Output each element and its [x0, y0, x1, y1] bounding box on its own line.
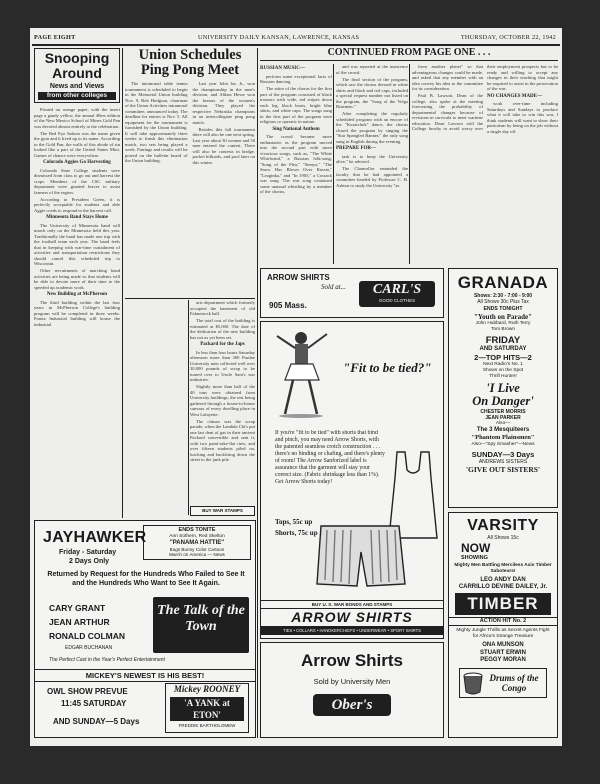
granada-prices: All Shows 30c Plus Tax	[477, 299, 529, 305]
carls-logo-name: CARL'S	[372, 282, 422, 297]
union-para: The intramural table tennis tournament is scheduled to begin in the Memorial Union building Nov. 9, Bob Hodgson, chairman of the Union Activities intramural committee, announced today. The deadline for entries is Nov. 5. All equipment for the tournament is furnished by the Union building. It will take approximately three weeks to finish this elimination match, two sets being played a week. Pairings and results will be posted on the bulletin board of the Union building.	[125, 81, 188, 163]
prepare-para: task is to keep the University alive," he advised.	[336, 153, 408, 165]
varsity-tagline: Mighty Men Battling Merciless Axis Timber Saboteurs!	[454, 563, 552, 574]
varsity-name: VARSITY	[467, 517, 539, 534]
snooping-subhead: Colorado Aggies Go Harvesting	[43, 160, 111, 166]
snooping-subhead: New Building at McPherson	[46, 292, 108, 298]
continued-para: from another planet" so that advantageous changes could be made, and asked that any member with an idea convey his idea to the committee for its consideration.	[412, 64, 483, 91]
varsity-prices: All Shows 15c	[487, 535, 519, 541]
granada-feature-3a: The 3 Mesquiteers	[476, 427, 530, 433]
talk-of-town-logo	[153, 597, 249, 653]
granada-ends-tonight: ENDS TONIGHT	[483, 306, 523, 312]
jayhawker-owl-time: 11:45 SATURDAY	[61, 699, 127, 708]
prepare-head: PREPARE FOR—	[336, 146, 377, 152]
russian-column-1	[260, 64, 332, 264]
granada-feature-1: "Youth on Parade"	[474, 313, 532, 321]
obers-sold-by: Sold by University Men	[313, 677, 391, 686]
snooping-para: The third building within the last four years in McPherson College's building program will be completed in three weeks. Frantz Industrial building will house the industrial	[34, 299, 120, 327]
granada-cast-1: John Hubbard, Ruth Terry	[475, 321, 531, 326]
no-changes-head: NO CHANGES MADE—	[487, 93, 543, 99]
snooping-subhead: Minnesota Band Stays Home	[46, 215, 108, 221]
union-body	[125, 81, 255, 299]
column-rule	[188, 300, 189, 515]
obers-ad	[260, 642, 444, 738]
carls-logo	[359, 281, 435, 307]
no-changes-para: work over-time including Saturdays and Sundays to produce what it will take to win this war, I think students will want to show their patriotism by being on the job without a single day off.	[487, 101, 558, 134]
snooping-header	[34, 48, 120, 103]
jayhawker-days: Friday - Saturday	[59, 549, 117, 556]
varsity-cast-3c: PEGGY MORAN	[480, 657, 526, 663]
column-rule	[333, 64, 334, 264]
granada-sunday-cast: ANDREWS SISTERS	[478, 459, 528, 465]
jayhawker-ad	[34, 520, 256, 738]
jayhawker-tonite-cast: Ann Sothern, Red Skelton	[169, 533, 225, 539]
jayhawker-tagline: The Perfect Cast in the Year's Perfect Entertainment	[49, 657, 165, 663]
carls-logo-sub: GOOD CLOTHES	[378, 298, 416, 303]
jayhawker-cast-3: RONALD COLMAN	[49, 631, 126, 641]
banner-rule	[260, 60, 558, 61]
scrap-para: In less than four hours Saturday afternoon more than 300 Purdue University men collected well over 30,000 pounds of scrap to be turned over to Uncle Sam's war industries.	[190, 349, 255, 383]
column-rule	[409, 64, 410, 264]
jayhawker-cast-2: JEAN ARTHUR	[49, 617, 110, 627]
continued-columns	[412, 64, 558, 264]
prepare-para: The Chancellor reminded the faculty that he had appointed a committee headed by Professor C. H. Ashton to study the University "as	[336, 166, 408, 188]
snooping-title-1: Snooping	[44, 50, 110, 66]
buy-war-stamps-box	[190, 506, 255, 516]
drums-of-congo-title: Drums of the Congo	[489, 672, 539, 693]
varsity-ad	[448, 512, 558, 738]
granada-cast-2b: JEAN PARKER	[485, 415, 521, 421]
snooping-para: The Red Eye Saloon was the name given the gym and it lived up to its name. According to the Gold Pan, the walls of this abode of sin looked like a part of the United States Mint. Games of chance were everywhere.	[34, 130, 120, 158]
arrow-headline: "Fit to be tied?"	[343, 360, 432, 375]
granada-also: Also—	[495, 421, 511, 426]
granada-feature-3b: "Phantom Plainsmen"	[471, 434, 535, 441]
jayhawker-returned: Returned by Request for the Hundreds Who Failed to See It and the Hundreds Who Want to See It Again.	[47, 571, 245, 587]
union-para: Last year John Ise, Jr., won the championship in the men's division, and Althea Hesse won the honors of the women's division. They played the respective Nebraska champions in an intercollegiate ping pong match.	[192, 81, 255, 125]
granada-ad	[448, 268, 558, 508]
arrow-shorts-price: Shorts, 75c up	[275, 529, 318, 537]
section-rule	[125, 298, 255, 299]
varsity-jungle: Mighty Jungle Thrills as Secret Agents Fight for Africa's Strange Treasure	[456, 628, 550, 639]
jayhawker-mickey-line: MICKEY'S NEWEST IS HIS BEST!	[35, 669, 255, 682]
talk-of-town-title: The Talk of the Town	[157, 603, 245, 634]
jayhawker-tonite-feature: "PANAMA HATTIE"	[169, 539, 225, 546]
buy-war-stamps: BUY WAR STAMPS	[202, 508, 243, 513]
mickey-name: Mickey ROONEY	[173, 684, 241, 694]
union-headline-1: Union Schedules	[138, 48, 242, 63]
jayhawker-days-2: 2 Days Only	[69, 558, 110, 565]
russian-para: and was repeated at the insistence of the crowd.	[336, 64, 408, 75]
jayhawker-tonite-extra-2: March on America — News	[169, 552, 225, 557]
issue-date: THURSDAY, OCTOBER 22, 1942	[460, 34, 556, 41]
dancer-illustration	[271, 328, 333, 418]
snooping-body	[34, 107, 120, 329]
scrap-subhead: Packard for the Japs	[200, 342, 245, 348]
snooping-para: Other recruitments of marching band activities are being made so that students will be able to devote more of their time to the speeded up academic work.	[34, 268, 120, 290]
granada-thrill: Thrill Hunter!	[489, 374, 517, 379]
arrow-brand: ARROW SHIRTS	[291, 609, 413, 625]
union-overflow	[125, 300, 187, 505]
russian-subhead: Sing National Anthem	[272, 126, 320, 132]
arrow-body: If you're "fit to be tied" with shorts that bind and pinch, you may need Arrow Shorts, with the patented seamless crotch construction . . . there's no binding or chafing, and there's plenty of room! The Arrow Sanforized label is assurance that the garment will stay your correct size. (Fabric shrinkage less than 1%). Get Arrow Shorts today!	[275, 430, 385, 485]
granada-friday: FRIDAY	[485, 335, 521, 346]
granada-shows: Shows: 2:30 - 7:00 - 9:00	[473, 293, 533, 299]
granada-two-hits: 2—TOP HITS—2	[474, 353, 532, 362]
carls-ad	[260, 268, 444, 318]
granada-sunday-feature: 'GIVE OUT SISTERS'	[465, 465, 541, 474]
drum-icon	[462, 671, 484, 695]
russian-para: The crowd became more enthusiastic as the program moved into the second part with more vivacious songs, such as, "The White Whirlwind," a Russian folk-song, "Song of the Flea," "Stenya," "The Snow Has Blown Over Russia," "Lezginka," and "In 1905," a Cossack war song. The war song contained some unusual whistling by a member of the chorus,	[260, 134, 332, 195]
page-label: PAGE EIGHT	[34, 34, 76, 41]
granada-also-2: Also—"Spy Smasher"—News	[471, 442, 535, 447]
continued-title: CONTINUED FROM PAGE ONE . . .	[327, 47, 491, 58]
scrap-body	[190, 300, 255, 505]
obers-logo: Ober's	[313, 694, 391, 716]
jayhawker-ends-tonite: ENDS TONITE	[178, 527, 216, 533]
jayhawker-tonite-extra-1: Bugs Bunny Color Cartoon	[169, 546, 225, 552]
snooping-para: The University of Minnesota band will march only on the Minnesota field this year. Traditionally the band has made one trip with the football team each year. The band feels that in keeping with war-time curtailment of activities and transportation restrictions they should cancel this scheduled trip to Wisconsin.	[34, 222, 120, 267]
continued-para: Paul B. Lawson, Dean of the college, also spoke at the meeting forecasting the probability of departmental changes because of revisions in curricula to meet wartime education. Dean Lawson told the College faculty to avoid worry over their employment prospects but to be ready and willing to accept any changes in their teaching that might be required to assist in the prosecution of the war.	[412, 64, 558, 132]
arrow-bond-line: BUY U. S. WAR BONDS AND STAMPS	[261, 600, 443, 609]
snooping-para: According to President Green, it is perfectly acceptable for students and able Aggie coeds to respond to the harvest call.	[34, 196, 120, 213]
granada-name: GRANADA	[457, 273, 549, 292]
varsity-cast-2: CARRILLO DEVINE DAILEY, Jr.	[458, 584, 548, 590]
varsity-cast: LEO ANDY DAN	[480, 577, 526, 583]
union-headline	[125, 48, 255, 78]
scrap-para: arts department which formerly occupied the basement of old Fahnestock hall.	[190, 300, 255, 316]
paper-title: UNIVERSITY DAILY KANSAN, LAWRENCE, KANSAS	[198, 34, 360, 41]
varsity-cast-3b: STUART ERWIN	[480, 649, 526, 656]
mickey-costar: FREDDIE BARTHOLOMEW	[178, 723, 236, 728]
granada-feature-2b: On Danger'	[472, 394, 534, 408]
varsity-showing: SHOWING	[461, 555, 488, 561]
snooping-title-2: Around	[52, 65, 102, 81]
jayhawker-ends-tonite-box	[143, 525, 251, 560]
obers-arrow-shirts: Arrow Shirts	[300, 651, 404, 670]
jayhawker-name: JAYHAWKER	[43, 529, 147, 546]
granada-feature-2a: 'I Live	[486, 381, 520, 395]
scrap-para: The total cost of the building is estimated at $5,000. The date of the dedication of the new building has not as yet been set.	[190, 318, 255, 340]
granada-cast-1b: Tom Brown	[491, 327, 515, 332]
varsity-now: NOW	[461, 541, 491, 555]
column-rule	[257, 48, 258, 738]
yank-at-eton-title: 'A YANK at ETON'	[170, 697, 244, 721]
shorts-illustration	[313, 522, 407, 590]
arrow-shorts-ad	[260, 321, 444, 639]
yank-at-eton-logo	[165, 683, 249, 733]
snooping-subtitle-2: from other colleges	[38, 92, 116, 100]
arrow-tops-price: Tops, 55c up	[275, 518, 313, 526]
granada-sunday: SUNDAY—3 Days	[471, 450, 535, 459]
granada-shows-on-spot: Shows on the Spot	[482, 368, 524, 373]
newspaper-page	[30, 28, 562, 746]
jayhawker-and-sunday: AND SUNDAY—5 Days	[53, 717, 140, 726]
carls-sold-at: Sold at...	[321, 283, 346, 291]
union-headline-2: Ping Pong Meet	[140, 62, 240, 78]
snooping-para: Printed on orange paper, with the insert page a gaudy yellow, the annual 49ers edition of the New Mexico School of Mines Gold Pan was devoted almost entirely to the celebration.	[34, 107, 120, 129]
snooping-para: Colorado State College students were dismissed from class to go out and harvest the crops. Members of the CSC military department were granted leaves to assist farmers of the region.	[34, 167, 120, 195]
carls-arrow-shirts: ARROW SHIRTS	[267, 273, 330, 282]
russian-para: The attire of the chorus for the first part of the program consisted of black trousers with wide, red stripes down each leg, black boots, bright blue shirts, and white caps. The songs sung in the first part of the program were religious or operatic in nature.	[260, 86, 332, 125]
granada-next-no1: Next Radio's No. 1	[483, 362, 523, 367]
granada-and-saturday: AND SATURDAY	[479, 346, 527, 352]
russian-para: The final section of the program, which saw the chorus dressed in white shirts and black and red caps, included a special request number not listed on the program, the "Song of the Volga Boatmen."	[336, 76, 408, 110]
russian-para: perform some exceptional facts of Russian dancing.	[260, 73, 332, 84]
jayhawker-cast-extra: EDGAR BUCHANAN	[65, 645, 113, 651]
snooping-subtitle-1: News and Views	[49, 83, 105, 90]
jayhawker-cast-1: CARY GRANT	[49, 603, 106, 613]
jayhawker-owl-show: OWL SHOW PREVUE	[47, 687, 128, 696]
column-rule	[122, 48, 123, 518]
russian-para: After completing the regularly scheduled program with an encore of the "Kozatchok" dance, the chorus closed the program by singing the "Star Spangled Banner," the only song sung in English during the evening.	[336, 111, 408, 144]
varsity-cast-3a: ONA MUNSON	[482, 642, 524, 648]
union-para: Besides this fall tournament there will also be one next spring. Last year about 30 women and 50 men entered the contest. There will also be contests in bridge, pocket billiards, and pool later on this winter.	[192, 126, 255, 165]
varsity-action-hit: ACTION HIT No. 2	[449, 617, 557, 626]
continued-banner	[260, 46, 558, 59]
scrap-para: The climax was the scrap parade, when the Lambda Chi's put one last dent of gas in their ancient Packard convertible and sent it, with two paint-rake-flat tires, and over fifteen students piled on, lurching and backfiring down the street to the junk pile.	[190, 418, 255, 463]
granada-cast-2a: CHESTER MORRIS	[480, 409, 526, 415]
russian-head: RUSSIAN MUSIC—	[260, 66, 305, 71]
drums-of-congo-logo	[459, 668, 547, 698]
carls-address: 905 Mass.	[269, 301, 307, 310]
russian-column-2	[336, 64, 408, 264]
scrap-para: Slightly more than half of the 40 tons were obtained from University buildings, the rest being gathered through a house-to-house canvass of every dwelling place in West Lafayette.	[190, 384, 255, 417]
timber-logo: TIMBER	[455, 593, 551, 615]
snooping-column	[34, 48, 120, 503]
arrow-products: TIES • COLLARS • HANDKERCHIEFS • UNDERWEAR • SPORT SHIRTS	[261, 626, 443, 635]
